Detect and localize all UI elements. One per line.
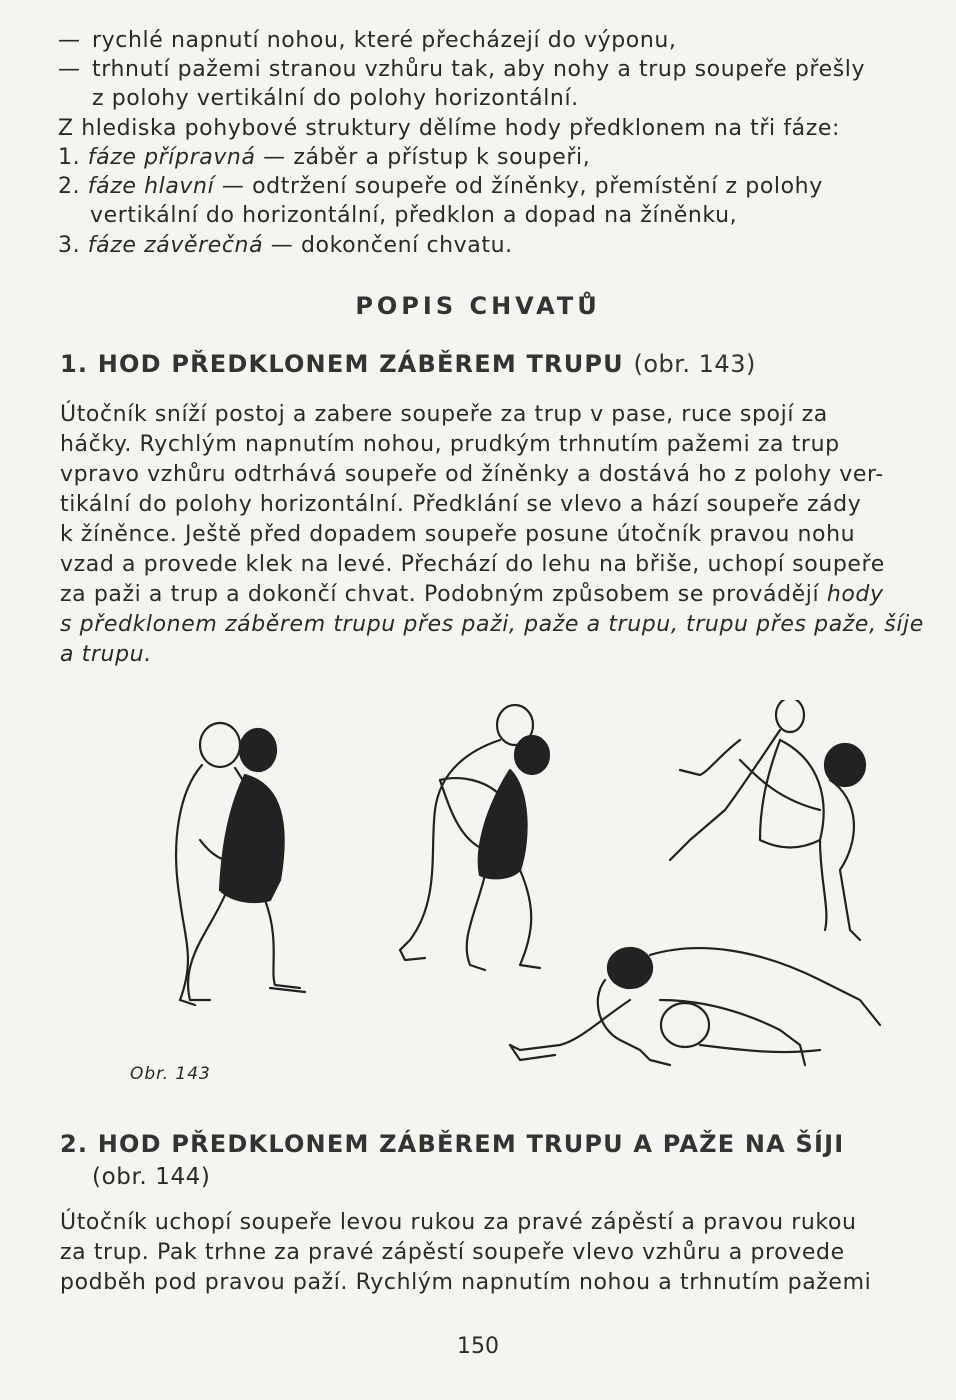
hold-1-figure-ref: (obr. 143): [633, 350, 756, 378]
bullet-2-line-1: trhnutí pažemi stranou vzhůru tak, aby nohy a trup soupeře přešly: [92, 57, 866, 82]
phase-2-text: — odtržení soupeře od žíněnky, přemístění z polohy: [221, 174, 823, 199]
phase-3-text: — dokončení chvatu.: [270, 233, 513, 258]
phase-2-number: 2.: [58, 174, 81, 199]
hold-1-line-7-text: za paži a trup a dokončí chvat. Podobným způsobem se provádějí: [60, 582, 820, 607]
hold-1-heading: [60, 350, 756, 378]
wrestlers-drawing: [140, 700, 900, 1100]
dash: —: [58, 57, 80, 82]
stage-2-lift: [400, 705, 549, 970]
phase-2-line-2: vertikální do horizontální, předklon a dopad na žíněnku,: [90, 203, 738, 228]
section-title: POPIS CHVATŮ: [355, 292, 601, 320]
figure-143-illustration: [140, 700, 900, 1100]
phase-2-name: fáze hlavní: [87, 174, 215, 199]
phase-3: [58, 231, 513, 261]
hold-1-line-8: s předklonem záběrem trupu přes paži, paže a trupu, trupu přes paže, šíje: [60, 612, 924, 637]
hold-1-line-9: a trupu.: [60, 642, 152, 667]
bullet-2-line-2: z polohy vertikální do polohy horizontální.: [92, 86, 579, 111]
phase-2: [58, 172, 823, 202]
phase-1-number: 1.: [58, 145, 81, 170]
phase-1-text: — záběr a přístup k soupeři,: [263, 145, 591, 170]
page-number: 150: [457, 1334, 499, 1359]
hold-1-line-5: k žíněnce. Ještě před dopadem soupeře posune útočník pravou nohu: [60, 522, 856, 547]
hold-1-line-6: vzad a provede klek na levé. Přechází do lehu na břiše, uchopí soupeře: [60, 552, 885, 577]
stage-3-throw: [670, 700, 865, 940]
hold-2-figure-ref: (obr. 144): [92, 1164, 211, 1190]
phase-3-number: 3.: [58, 233, 81, 258]
phase-3-name: fáze závěrečná: [87, 233, 264, 258]
stage-1-grip: [176, 723, 305, 1005]
hold-1-line-1: Útočník sníží postoj a zabere soupeře za trup v pase, ruce spojí za: [60, 402, 828, 427]
phase-1: [58, 143, 590, 173]
hold-1-line-3: vpravo vzhůru odtrhává soupeře od žíněnky a dostává ho z polohy ver-: [60, 462, 884, 487]
figure-caption: Obr. 143: [130, 1064, 211, 1084]
hold-1-line-4: tikální do polohy horizontální. Předklání se vlevo a hází soupeře zády: [60, 492, 862, 517]
hold-2-title: 2. HOD PŘEDKLONEM ZÁBĚREM TRUPU A PAŽE NA ŠÍJI: [60, 1130, 845, 1158]
phases-intro: Z hlediska pohybové struktury dělíme hody předklonem na tři fáze:: [58, 116, 841, 141]
hold-2-line-1: Útočník uchopí soupeře levou rukou za pravé zápěstí a pravou rukou: [60, 1210, 857, 1235]
phase-1-name: fáze přípravná: [87, 145, 256, 170]
bullet-1: rychlé napnutí nohou, které přecházejí do výponu,: [92, 28, 677, 53]
hold-1-title: 1. HOD PŘEDKLONEM ZÁBĚREM TRUPU: [60, 350, 624, 378]
hold-1-line-7-italic: hody: [826, 582, 884, 607]
stage-4-pin: [510, 948, 880, 1065]
hold-1-line-7: [60, 580, 884, 610]
hold-2-line-3: podběh pod pravou paží. Rychlým napnutím nohou a trhnutím pažemi: [60, 1270, 872, 1295]
hold-1-line-2: háčky. Rychlým napnutím nohou, prudkým trhnutím pažemi za trup: [60, 432, 840, 457]
dash: —: [58, 28, 80, 53]
hold-2-line-2: za trup. Pak trhne za pravé zápěstí soupeře vlevo vzhůru a provede: [60, 1240, 845, 1265]
